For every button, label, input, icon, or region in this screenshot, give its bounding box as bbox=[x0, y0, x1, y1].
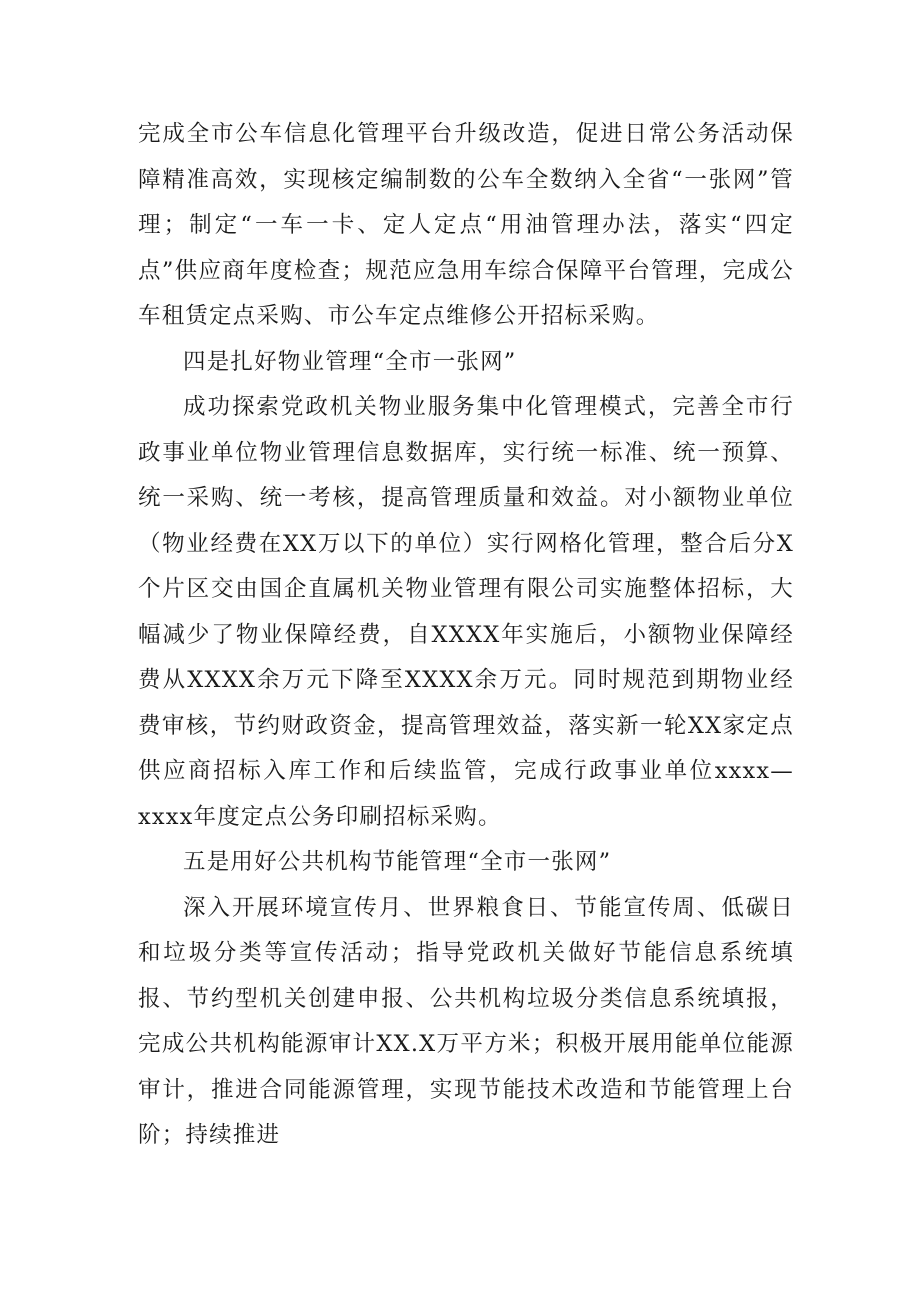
paragraph-vehicle-management: 完成全市公车信息化管理平台升级改造，促进日常公务活动保障精准高效，实现核定编制数的公车全数纳入全省“一张网”管理；制定“一车一卡、定人定点“用油管理办法，落实“四定点”供应商年度检查；规范应急用车综合保障平台管理，完成公车租赁定点采购、市公车定点维修公开招标采购。 bbox=[138, 121, 794, 329]
heading-property-management: 四是扎好物业管理“全市一张网” bbox=[183, 348, 517, 375]
paragraph-energy-saving: 深入开展环境宣传月、世界粮食日、节能宣传周、低碳日和垃圾分类等宣传活动；指导党政机关做好节能信息系统填报、节约型机关创建申报、公共机构垃圾分类信息系统填报，完成公共机构能源审计XX.X万平方米；积极开展用能单位能源审计，推进合同能源管理，实现节能技术改造和节能管理上台阶；持续推进 bbox=[138, 894, 794, 1148]
heading-energy-saving: 五是用好公共机构节能管理“全市一张网” bbox=[183, 849, 612, 875]
document-page bbox=[138, 112, 794, 1159]
paragraph-property-management: 成功探索党政机关物业服务集中化管理模式，完善全市行政事业单位物业管理信息数据库，实行统一标准、统一预算、统一采购、统一考核，提高管理质量和效益。对小额物业单位（物业经费在XX万以下的单位）实行网格化管理，整合后分X个片区交由国企直属机关物业管理有限公司实施整体招标，大幅减少了物业保障经费，自XXXX年实施后，小额物业保障经费从XXXX余万元下降至XXXX余万元。同时规范到期物业经费审核，节约财政资金，提高管理效益，落实新一轮XX家定点供应商招标入库工作和后续监管，完成行政事业单位xxxx—xxxx年度定点公务印刷招标采购。 bbox=[138, 394, 794, 830]
